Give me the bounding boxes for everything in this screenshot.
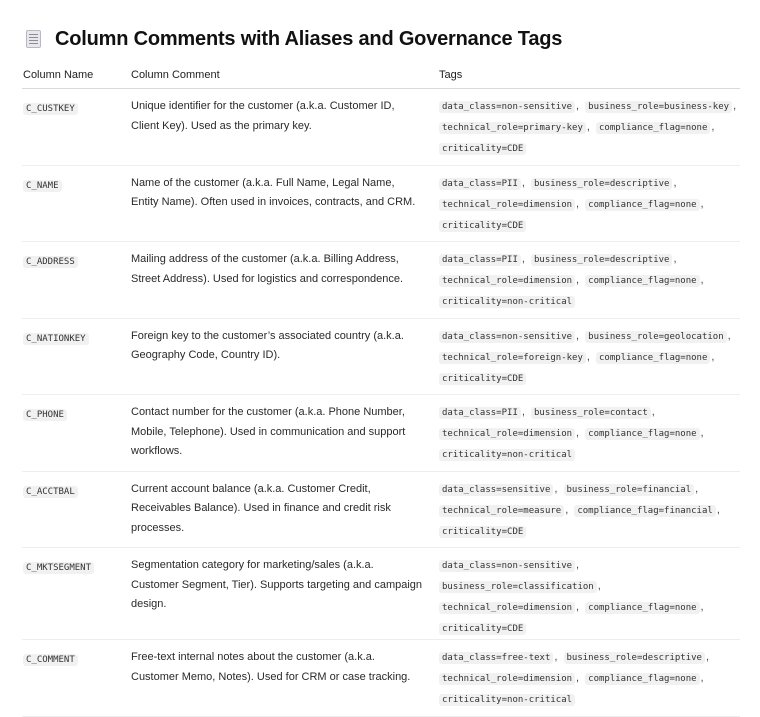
governance-tag: compliance_flag=none xyxy=(596,122,710,134)
tag-separator: , xyxy=(695,482,699,495)
tag-separator: , xyxy=(554,482,558,495)
governance-tag: business_role=geolocation xyxy=(585,331,726,343)
tag-separator: , xyxy=(705,651,710,663)
tags-cell xyxy=(438,471,740,548)
tag-separator: , xyxy=(733,100,737,112)
tag-separator: , xyxy=(521,176,525,189)
column-comment: Contact number for the customer (a.k.a. Phone Number, Mobile, Telephone). Used in communication and support workflows. xyxy=(130,395,438,472)
column-comment: Current account balance (a.k.a. Customer Credit, Receivables Balance). Used in finance and credit risk processes. xyxy=(130,471,438,548)
tags-cell xyxy=(438,548,740,640)
tag-separator: , xyxy=(700,427,704,439)
governance-tag: technical_role=primary-key xyxy=(439,122,586,134)
column-comment: Name of the customer (a.k.a. Full Name, Legal Name, Entity Name). Often used in invoices, contracts, and CRM. xyxy=(130,165,438,242)
column-comment: Free-text internal notes about the customer (a.k.a. Customer Memo, Notes). Used for CRM or case tracking. xyxy=(130,640,438,717)
governance-tag: criticality=non-critical xyxy=(439,694,575,706)
governance-tag: business_role=business-key xyxy=(585,101,732,113)
governance-tag: data_class=non-sensitive xyxy=(439,331,575,343)
governance-tag: compliance_flag=none xyxy=(585,199,699,211)
column-name: C_COMMENT xyxy=(23,654,78,666)
column-name-cell xyxy=(22,165,130,242)
tag-separator: , xyxy=(576,274,580,286)
governance-tag: technical_role=dimension xyxy=(439,199,575,211)
governance-tag: business_role=descriptive xyxy=(564,652,705,664)
governance-tag: compliance_flag=none xyxy=(585,602,699,614)
column-name: C_ADDRESS xyxy=(23,256,78,268)
header-column-comment: Column Comment xyxy=(130,69,438,89)
governance-tag: data_class=sensitive xyxy=(439,484,553,496)
governance-tag: compliance_flag=none xyxy=(596,352,710,364)
governance-tag: criticality=non-critical xyxy=(439,449,575,461)
tag-separator: , xyxy=(521,406,525,418)
tag-separator: , xyxy=(700,601,704,613)
tag-separator: , xyxy=(586,121,590,133)
tags-cell xyxy=(438,395,740,472)
table-row xyxy=(22,165,740,242)
tag-separator: , xyxy=(565,503,569,516)
tag-separator: , xyxy=(554,651,558,663)
tag-separator: , xyxy=(673,176,677,189)
tag-separator: , xyxy=(700,672,704,684)
column-name-cell xyxy=(22,242,130,319)
tag-separator: , xyxy=(716,503,720,516)
governance-tag: criticality=CDE xyxy=(439,143,526,155)
governance-tag: data_class=non-sensitive xyxy=(439,560,575,572)
tag-separator: , xyxy=(673,253,677,265)
tag-separator: , xyxy=(651,406,655,418)
column-name-cell xyxy=(22,395,130,472)
tags-cell xyxy=(438,89,740,166)
tag-separator: , xyxy=(700,274,704,286)
tag-separator: , xyxy=(576,427,580,439)
governance-tag: data_class=PII xyxy=(439,254,521,266)
tag-separator: , xyxy=(711,121,715,133)
table-row xyxy=(22,471,740,548)
page-title: Column Comments with Aliases and Governance Tags xyxy=(55,27,563,50)
tag-separator: , xyxy=(711,350,715,363)
table-row xyxy=(22,640,740,717)
column-comments-table xyxy=(22,69,740,717)
table-row xyxy=(22,395,740,472)
document-icon xyxy=(26,30,41,48)
governance-tag: business_role=descriptive xyxy=(531,254,672,266)
governance-tag: technical_role=dimension xyxy=(439,275,575,287)
column-name: C_MKTSEGMENT xyxy=(23,562,94,574)
governance-tag: technical_role=measure xyxy=(439,505,564,517)
tags-cell xyxy=(438,242,740,319)
title-row xyxy=(22,26,740,52)
governance-tag: compliance_flag=financial xyxy=(574,505,715,517)
column-comment: Segmentation category for marketing/sales (a.k.a. Customer Segment, Tier). Supports targeting and campaign design. xyxy=(130,548,438,640)
tag-separator: , xyxy=(576,601,580,613)
governance-tag: technical_role=dimension xyxy=(439,602,575,614)
header-tags: Tags xyxy=(438,69,740,89)
tag-separator: , xyxy=(700,197,704,210)
tag-separator: , xyxy=(597,580,601,592)
tag-separator: , xyxy=(576,329,580,342)
governance-tag: compliance_flag=none xyxy=(585,428,699,440)
governance-tag: criticality=CDE xyxy=(439,220,526,232)
governance-tag: technical_role=foreign-key xyxy=(439,352,586,364)
column-name: C_NAME xyxy=(23,180,62,192)
governance-tag: criticality=CDE xyxy=(439,526,526,538)
tag-separator: , xyxy=(576,197,580,210)
governance-tag: business_role=descriptive xyxy=(531,178,672,190)
column-name: C_NATIONKEY xyxy=(23,333,89,345)
governance-tag: criticality=CDE xyxy=(439,623,526,635)
governance-tag: criticality=CDE xyxy=(439,373,526,385)
column-name-cell xyxy=(22,548,130,640)
column-name: C_PHONE xyxy=(23,409,67,421)
column-name-cell xyxy=(22,640,130,717)
governance-tag: compliance_flag=none xyxy=(585,673,699,685)
governance-tag: technical_role=dimension xyxy=(439,428,575,440)
column-comment: Mailing address of the customer (a.k.a. Billing Address, Street Address). Used for logistics and correspondence. xyxy=(130,242,438,319)
column-comment: Foreign key to the customer’s associated country (a.k.a. Geography Code, Country ID). xyxy=(130,318,438,395)
column-comment: Unique identifier for the customer (a.k.a. Customer ID, Client Key). Used as the primary key. xyxy=(130,89,438,166)
governance-tag: business_role=contact xyxy=(531,407,651,419)
tag-separator: , xyxy=(576,672,580,684)
column-name: C_CUSTKEY xyxy=(23,103,78,115)
column-name-cell xyxy=(22,471,130,548)
governance-tag: data_class=PII xyxy=(439,407,521,419)
table-row xyxy=(22,548,740,640)
governance-tag: data_class=PII xyxy=(439,178,521,190)
tag-separator: , xyxy=(576,559,580,571)
table-row xyxy=(22,89,740,166)
governance-tag: compliance_flag=none xyxy=(585,275,699,287)
tags-cell xyxy=(438,640,740,717)
governance-tag: business_role=financial xyxy=(564,484,695,496)
column-name-cell xyxy=(22,89,130,166)
tag-separator: , xyxy=(727,329,731,342)
table-body xyxy=(22,89,740,717)
table-header-row xyxy=(22,69,740,89)
header-column-name: Column Name xyxy=(22,69,130,89)
governance-tag: technical_role=dimension xyxy=(439,673,575,685)
table-row xyxy=(22,242,740,319)
column-name-cell xyxy=(22,318,130,395)
governance-tag: data_class=free-text xyxy=(439,652,553,664)
column-name: C_ACCTBAL xyxy=(23,486,78,498)
tags-cell xyxy=(438,165,740,242)
tag-separator: , xyxy=(521,253,525,265)
governance-tag: business_role=classification xyxy=(439,581,597,593)
tag-separator: , xyxy=(576,100,580,112)
tags-cell xyxy=(438,318,740,395)
tag-separator: , xyxy=(586,350,590,363)
governance-tag: data_class=non-sensitive xyxy=(439,101,575,113)
governance-tag: criticality=non-critical xyxy=(439,296,575,308)
table-row xyxy=(22,318,740,395)
